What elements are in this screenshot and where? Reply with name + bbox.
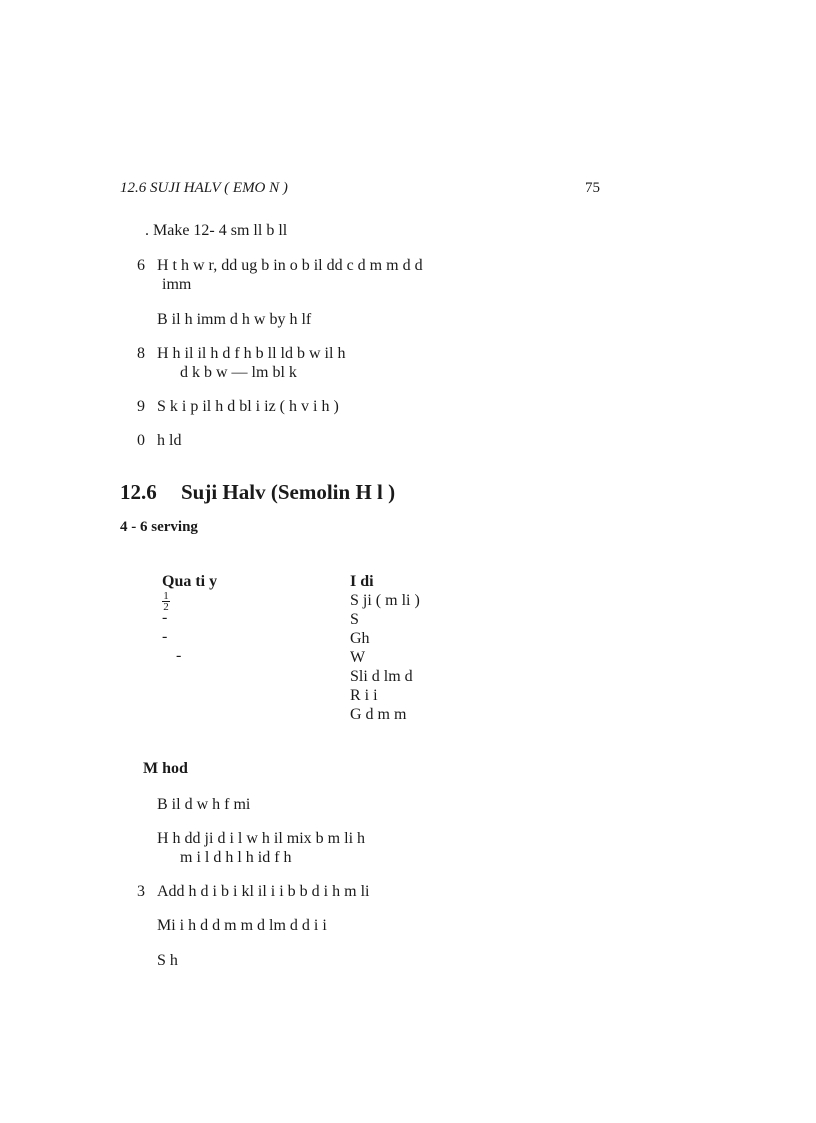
list-item-number: 9 <box>137 398 145 415</box>
method-heading: M hod <box>143 760 188 777</box>
ingredient-header: I di <box>350 573 374 590</box>
list-item-number: 0 <box>137 432 145 449</box>
section-number: 12.6 <box>120 480 157 504</box>
list-item-text: h ld <box>157 432 182 449</box>
ingredient-cell: R i i <box>350 687 378 704</box>
ingredient-cell: S <box>350 611 359 628</box>
method-step-number: 3 <box>137 883 145 900</box>
list-item-text: B il h imm d h w by h lf <box>157 311 312 328</box>
method-step-cont: m i l d h l h id f h <box>180 849 292 866</box>
ingredient-cell: G d m m <box>350 706 407 723</box>
method-step: H h dd ji d i l w h il mix b m li h <box>157 830 366 847</box>
list-item-number: 6 <box>137 257 145 274</box>
ingredient-cell: Gh <box>350 630 370 647</box>
quantity-cell: - <box>162 609 168 626</box>
fraction-half: 1 2 <box>163 590 169 613</box>
servings: 4 - 6 serving <box>120 519 198 535</box>
method-step: Mi i h d d m m d lm d d i i <box>157 917 327 934</box>
running-header: 12.6 SUJI HALV ( EMO N ) <box>120 180 288 196</box>
page-number: 75 <box>585 180 600 196</box>
list-item-text: H h il il h d f h b ll ld b w il h <box>157 345 346 362</box>
list-item-text: . Make 12- 4 sm ll b ll <box>145 222 288 239</box>
ingredient-cell: W <box>350 649 366 666</box>
quantity-cell: - <box>162 628 168 645</box>
list-item-number: 8 <box>137 345 145 362</box>
list-item-text-cont: imm <box>162 276 192 293</box>
quantity-header: Qua ti y <box>162 573 218 590</box>
ingredient-cell: Sli d lm d <box>350 668 413 685</box>
list-item <box>145 222 287 240</box>
list-item-text: H t h w r, dd ug b in o b il dd c d m m d d <box>157 257 423 274</box>
quantity-cell: - <box>176 647 182 664</box>
list-item-text: S k i p il h d bl i iz ( h v i h ) <box>157 398 339 415</box>
method-step: S h <box>157 952 178 969</box>
section-title: Suji Halv (Semolin H l ) <box>181 480 396 504</box>
method-step: B il d w h f mi <box>157 796 251 813</box>
ingredient-cell: S ji ( m li ) <box>350 592 420 609</box>
method-step: Add h d i b i kl il i i b b d i h m li <box>157 883 370 900</box>
list-item-text-cont: d k b w — lm bl k <box>180 364 297 381</box>
